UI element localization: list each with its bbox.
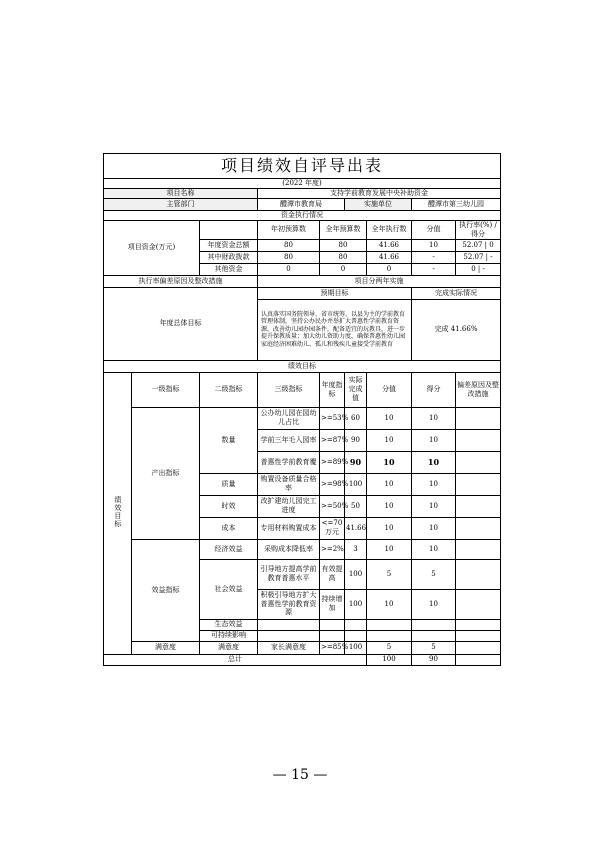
funds-cell: 52.07 | - [456, 251, 501, 263]
unit-value: 醴潭市第三幼儿园 [412, 199, 501, 211]
indicator-target: >=98% [320, 473, 345, 495]
indicator-name: 家长满意度 [258, 641, 320, 654]
ecological-label: 生态效益 [200, 619, 258, 630]
funds-row-label: 项目资金(万元) [104, 221, 200, 276]
project-name-label: 项目名称 [104, 189, 258, 199]
page-title: 项目绩效自评导出表 [104, 154, 501, 179]
header-lvl3: 三级指标 [258, 372, 320, 407]
deviation-label: 执行率偏差原因及整改措施 [104, 275, 258, 287]
total-score: 90 [412, 654, 456, 665]
funds-cell: 0 | - [456, 263, 501, 275]
funds-section-title: 资金执行情况 [104, 211, 501, 221]
indicator-target: >=2% [320, 539, 345, 559]
economic-label: 经济效益 [200, 539, 258, 559]
indicator-value: 10 [367, 407, 412, 429]
indicator-reason [456, 641, 501, 654]
indicator-target: 持续增加 [320, 589, 345, 619]
indicator-target: >=85% [320, 641, 345, 654]
indicator-name: 专用材料购置成本 [258, 517, 320, 539]
indicator-score: 10 [412, 429, 456, 451]
indicator-reason [456, 517, 501, 539]
funds-cell: 10 [412, 239, 456, 251]
indicator-reason [456, 407, 501, 429]
indicator-value: 5 [367, 641, 412, 654]
indicator-name: 采购成本降低率 [258, 539, 320, 559]
expected-goal-text: 认真落实国务院领导、省市统筹、以县为主的学前教育管理体制，坚持公办民办并举扩大普惠性学前教育资源，改善幼儿园办园条件，配备适宜的玩教具，进一步提升保教质量；加大幼儿资助力度，确保普惠性幼儿园家庭经济困难幼儿、孤儿和残疾儿童接受学前教育 [258, 299, 412, 360]
funds-header: 全年预算数 [320, 221, 367, 240]
funds-cell: - [412, 263, 456, 275]
deviation-value: 项目分两年实施 [258, 275, 501, 287]
indicator-target: 有效提高 [320, 559, 345, 589]
indicator-actual: 60 [345, 407, 367, 429]
header-reason: 偏差原因及整改措施 [456, 372, 501, 407]
total-label: 总计 [104, 654, 367, 665]
indicator-score: 10 [412, 517, 456, 539]
funds-header [200, 221, 258, 240]
quantity-label: 数量 [200, 407, 258, 473]
header-score-value: 分值 [367, 372, 412, 407]
indicator-target: >=89% [320, 451, 345, 473]
indicator-actual: 100 [345, 589, 367, 619]
funds-header: 全年执行数 [367, 221, 412, 240]
year-label: (2022 年度) [104, 179, 501, 189]
indicator-value: 10 [367, 495, 412, 517]
indicator-actual: 3 [345, 539, 367, 559]
funds-cell: 80 [320, 251, 367, 263]
indicator-value: 10 [367, 473, 412, 495]
performance-table [103, 153, 501, 666]
indicator-actual: 90 [345, 451, 367, 473]
funds-header: 执行率(%) / 得分 [456, 221, 501, 240]
funds-header: 年初预算数 [258, 221, 320, 240]
indicator-reason [456, 429, 501, 451]
perf-section-title: 绩效目标 [104, 360, 501, 372]
indicator-actual: 50 [345, 495, 367, 517]
satisfaction-lvl1: 满意度 [132, 641, 200, 654]
sustainable-label: 可持续影响 [200, 630, 258, 641]
quality-label: 质量 [200, 473, 258, 495]
indicator-score: 10 [412, 539, 456, 559]
indicator-target: <=70万元 [320, 517, 345, 539]
indicator-value: 10 [367, 589, 412, 619]
benefit-label: 效益指标 [132, 539, 200, 641]
funds-cell: 52.07 | 0 [456, 239, 501, 251]
indicator-name: 普惠性学前教育覆 [258, 451, 320, 473]
output-label: 产出指标 [132, 407, 200, 539]
header-target: 年度指标 [320, 372, 345, 407]
indicator-name: 学前三年毛入园率 [258, 429, 320, 451]
dept-label: 主管部门 [104, 199, 258, 211]
funds-cell: 0 [367, 263, 412, 275]
indicator-name: 公办幼儿园在园幼儿占比 [258, 407, 320, 429]
funds-cell: 0 [258, 263, 320, 275]
indicator-reason [456, 473, 501, 495]
indicator-actual: 100 [345, 559, 367, 589]
indicator-score: 10 [412, 495, 456, 517]
indicator-reason [456, 539, 501, 559]
cost-label: 成本 [200, 517, 258, 539]
indicator-value: 10 [367, 429, 412, 451]
indicator-target: >=50% [320, 495, 345, 517]
indicator-reason [456, 559, 501, 589]
indicator-value: 5 [367, 559, 412, 589]
indicator-actual: 90 [345, 429, 367, 451]
funds-row-label: 其中财政拨款 [200, 251, 258, 263]
indicator-name: 引导地方提高学前教育普惠水平 [258, 559, 320, 589]
project-name-value: 支持学前教育发展中央补助资金 [258, 189, 501, 199]
actual-header: 完成实际情况 [412, 287, 501, 299]
unit-label: 实施单位 [345, 199, 412, 211]
perf-side-label: 绩效目标 [104, 372, 132, 654]
funds-row-label: 其他资金 [200, 263, 258, 275]
indicator-reason [456, 451, 501, 473]
dept-value: 醴潭市教育局 [258, 199, 345, 211]
indicator-score: 10 [412, 407, 456, 429]
indicator-target: >=87% [320, 429, 345, 451]
indicator-reason [456, 495, 501, 517]
funds-cell: 41.66 [367, 239, 412, 251]
timeliness-label: 时效 [200, 495, 258, 517]
indicator-name: 改扩建幼儿园完工进度 [258, 495, 320, 517]
total-value: 100 [367, 654, 412, 665]
expected-header: 预期目标 [258, 287, 412, 299]
indicator-score: 10 [412, 589, 456, 619]
funds-cell: - [412, 251, 456, 263]
indicator-score: 10 [412, 451, 456, 473]
funds-cell: 80 [258, 251, 320, 263]
funds-cell: 41.66 [367, 251, 412, 263]
indicator-name: 购置设备质量合格率 [258, 473, 320, 495]
header-lvl1: 一级指标 [132, 372, 200, 407]
social-label: 社会效益 [200, 559, 258, 619]
satisfaction-lvl2: 满意度 [200, 641, 258, 654]
annual-goal-label: 年度总体目标 [104, 287, 258, 360]
funds-cell: 80 [320, 239, 367, 251]
header-actual: 实际完成值 [345, 372, 367, 407]
funds-cell: 80 [258, 239, 320, 251]
indicator-actual: 100 [345, 641, 367, 654]
indicator-actual: 41.66 [345, 517, 367, 539]
indicator-value: 10 [367, 539, 412, 559]
indicator-value: 10 [367, 517, 412, 539]
indicator-score: 5 [412, 641, 456, 654]
indicator-score: 5 [412, 559, 456, 589]
indicator-reason [456, 589, 501, 619]
header-lvl2: 二级指标 [200, 372, 258, 407]
page-number: — 15 — [272, 767, 328, 783]
funds-header: 分值 [412, 221, 456, 240]
indicator-value: 10 [367, 451, 412, 473]
indicator-target: >=53% [320, 407, 345, 429]
funds-cell: 0 [320, 263, 367, 275]
header-score: 得分 [412, 372, 456, 407]
indicator-name: 积极引导地方扩大普惠性学前教育资源 [258, 589, 320, 619]
indicator-actual: 100 [345, 473, 367, 495]
indicator-score: 10 [412, 473, 456, 495]
actual-goal-text: 完成 41.66% [412, 299, 501, 360]
funds-row-label: 年度资金总额 [200, 239, 258, 251]
